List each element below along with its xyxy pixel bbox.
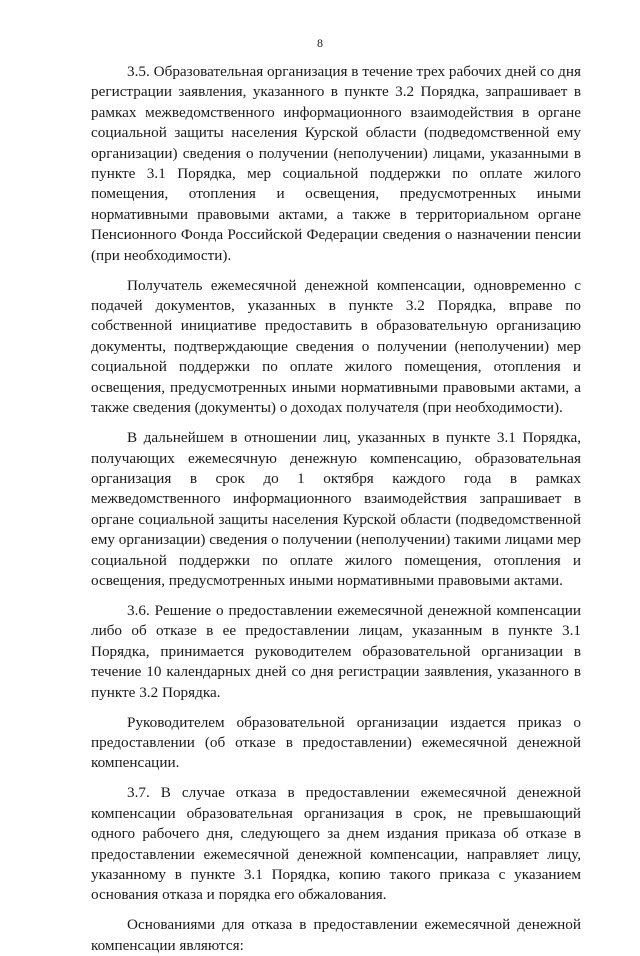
paragraph-3-5: 3.5. Образовательная организация в течение трех рабочих дней со дня регистрации заявления, указанного в пункте 3.2 Порядка, запрашивает в рамках межведомственного информационного взаимодействия в органе социальной защиты населения Курской области (подведомственной ему организации) сведения о получении (неполучении) лицами, указанными в пункте 3.1 Порядка, мер социальной поддержки по оплате жилого помещения, отопления и освещения, предусмотренных иными нормативными правовыми актами, а также в территориальном органе Пенсионного Фонда Российской Федерации сведения о назначении пенсии (при необходимости). bbox=[91, 63, 581, 264]
paragraph-order-issued: Руководителем образовательной организации издается приказ о предоставлении (об отказе в предоставлении) ежемесячной денежной компенсации. bbox=[91, 713, 581, 772]
page-number: 8 bbox=[317, 36, 323, 50]
paragraph-3-6: 3.6. Решение о предоставлении ежемесячной денежной компенсации либо об отказе в ее предоставлении лицам, указанным в пункте 3.1 Порядка, принимается руководителем образовательной организации в течение 10 календарных дней со дня регистрации заявления, указанного в пункте 3.2 Порядка. bbox=[91, 601, 581, 701]
paragraph-annual-request: В дальнейшем в отношении лиц, указанных в пункте 3.1 Порядка, получающих ежемесячную денежную компенсацию, образовательная организация в срок до 1 октября каждого года в рамках межведомственного информационного взаимодействия запрашивает в органе социальной защиты населения Курской области (подведомственной ему организации) сведения о получении (неполучении) такими лицами мер социальной поддержки по оплате жилого помещения, отопления и освещения, предусмотренных иными нормативными правовыми актами. bbox=[91, 429, 581, 589]
paragraph-3-7: 3.7. В случае отказа в предоставлении ежемесячной денежной компенсации образовательная организация в срок, не превышающий одного рабочего дня, следующего за днем издания приказа об отказе в предоставлении ежемесячной денежной компенсации, направляет лицу, указанному в пункте 3.1 Порядка, копию такого приказа с указанием основания отказа и порядка его обжалования. bbox=[91, 784, 581, 904]
document-body bbox=[91, 62, 581, 956]
paragraph-refusal-grounds: Основаниями для отказа в предоставлении ежемесячной денежной компенсации являются: bbox=[91, 916, 581, 954]
paragraph-recipient-documents: Получатель ежемесячной денежной компенсации, одновременно с подачей документов, указанных в пункте 3.2 Порядка, вправе по собственной инициативе предоставить в образовательную организацию документы, подтверждающие сведения о получении (неполучении) мер социальной поддержки по оплате жилого помещения, отопления и освещения, предусмотренных иными нормативными правовыми актами, а также сведения (документы) о доходах получателя (при необходимости). bbox=[91, 276, 581, 417]
